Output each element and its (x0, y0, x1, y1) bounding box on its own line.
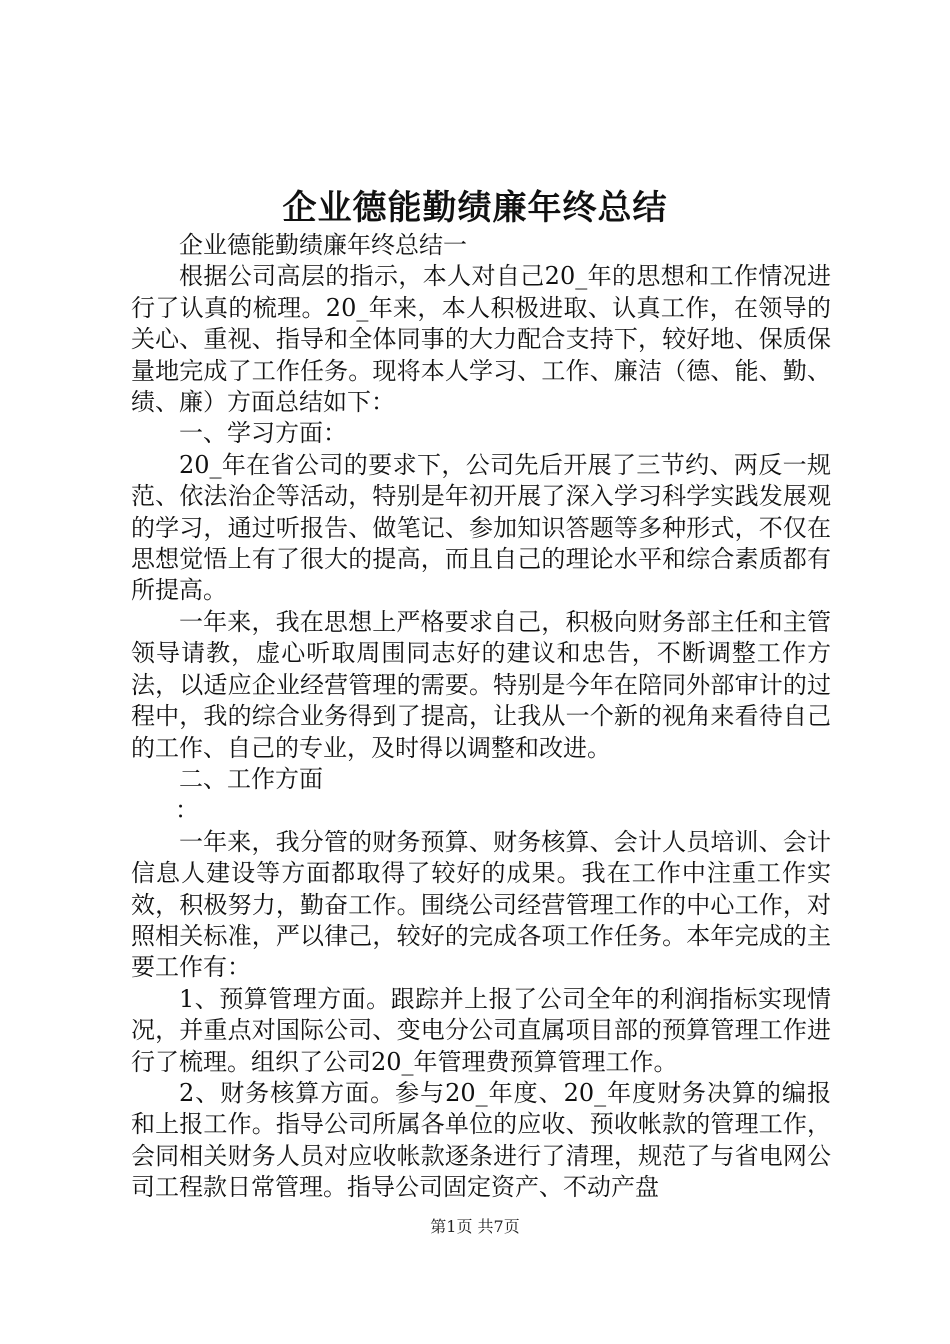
paragraph-work-1: 一年来，我分管的财务预算、财务核算、会计人员培训、会计信息人建设等方面都取得了较好的成果。我在工作中注重工作实效，积极努力，勤奋工作。围绕公司经营管理工作的中心工作，对照相关标准，严以律己，较好的完成各项工作任务。本年完成的主要工作有： (131, 827, 831, 982)
section-heading-study: 一、学习方面： (179, 419, 347, 448)
paragraph-intro: 根据公司高层的指示，本人对自己20_年的思想和工作情况进行了认真的梳理。20_年来，本人积极进取、认真工作，在领导的关心、重视、指导和全体同事的大力配合支持下，较好地、保质保量地完成了工作任务。现将本人学习、工作、廉洁（德、能、勤、绩、廉）方面总结如下： (131, 262, 831, 417)
document-body (131, 230, 831, 1204)
paragraph-subtitle: 企业德能勤绩廉年终总结一 (179, 231, 467, 259)
page-number-footer: 第1页 共7页 (430, 1217, 520, 1236)
document-title: 企业德能勤绩廉年终总结 (282, 188, 668, 228)
paragraph-study-1: 20_年在省公司的要求下，公司先后开展了三节约、两反一规范、依法治企等活动，特别是年初开展了深入学习科学实践发展观的学习，通过听报告、做笔记、参加知识答题等多种形式，不仅在思想觉悟上有了很大的提高，而且自己的理论水平和综合素质都有所提高。 (131, 450, 831, 605)
section-heading-work: 二、工作方面 (179, 764, 323, 793)
section-heading-work-colon: ： (175, 796, 199, 825)
paragraph-budget: 1、预算管理方面。跟踪并上报了公司全年的利润指标实现情况，并重点对国际公司、变电分公司直属项目部的预算管理工作进行了梳理。组织了公司20_年管理费预算管理工作。 (131, 984, 831, 1076)
paragraph-study-2: 一年来，我在思想上严格要求自己，积极向财务部主任和主管领导请教，虚心听取周围同志好的建议和忠告，不断调整工作方法，以适应企业经营管理的需要。特别是今年在陪同外部审计的过程中，我的综合业务得到了提高，让我从一个新的视角来看待自己的工作、自己的专业，及时得以调整和改进。 (131, 607, 831, 762)
paragraph-accounting: 2、财务核算方面。参与20_年度、20_年度财务决算的编报和上报工作。指导公司所属各单位的应收、预收帐款的管理工作，会同相关财务人员对应收帐款逐条进行了清理，规范了与省电网公司工程款日常管理。指导公司固定资产、不动产盘 (131, 1078, 831, 1202)
